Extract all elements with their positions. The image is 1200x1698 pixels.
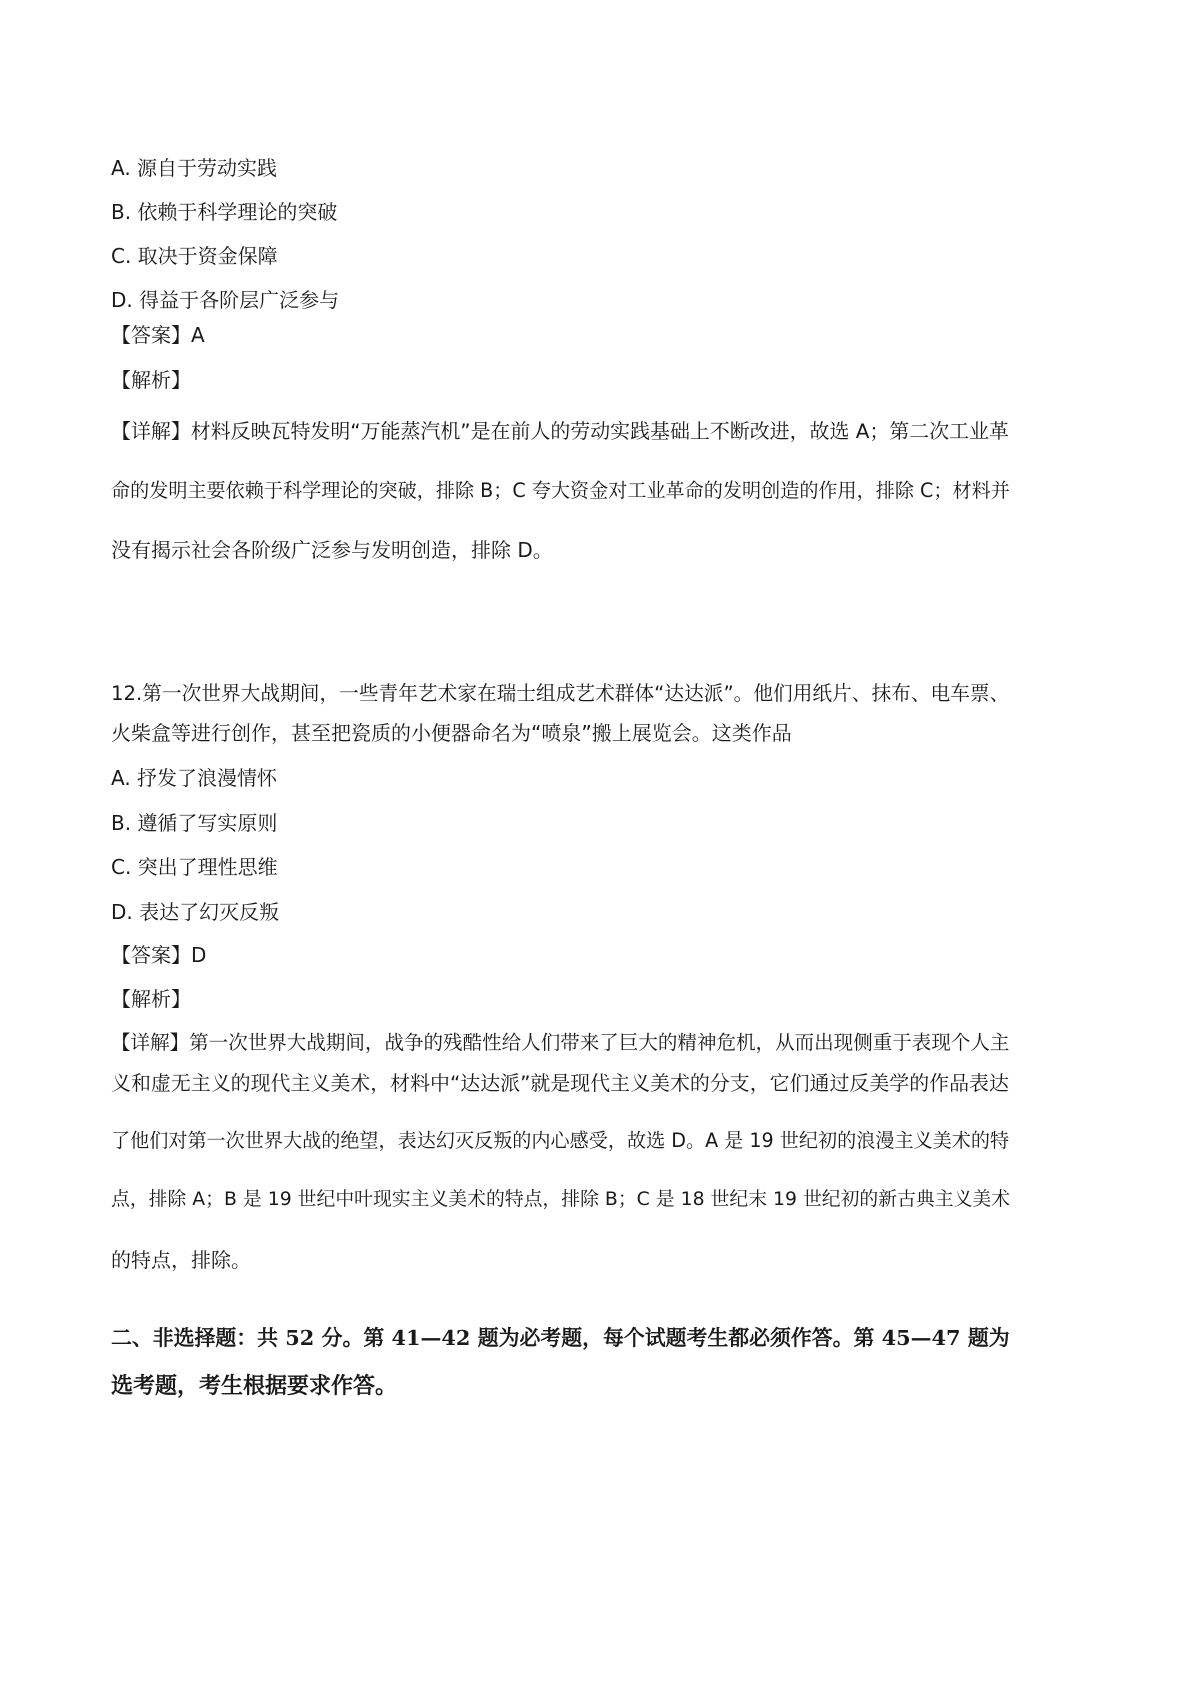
q12-analysis-label: 【解析】 <box>111 987 191 1011</box>
q11-option-a: A. 源自于劳动实践 <box>111 156 278 180</box>
q12-detail-line: 点，排除 A；B 是 19 世纪中叶现实主义美术的特点，排除 B；C 是 18 世纪末 19 世纪初的新古典主义美术 <box>111 1189 1011 1210</box>
q12-option-c: C. 突出了理性思维 <box>111 855 278 879</box>
q11-option-b: B. 依赖于科学理论的突破 <box>111 200 338 224</box>
q12-detail-line: 了他们对第一次世界大战的绝望，表达幻灭反叛的内心感受，故选 D。A 是 19 世纪初的浪漫主义美术的特 <box>111 1129 1010 1152</box>
q12-detail-line: 义和虚无主义的现代主义美术，材料中“达达派”就是现代主义美术的分支，它们通过反美学的作品表达 <box>111 1071 1009 1095</box>
q11-detail-line: 没有揭示社会各阶级广泛参与发明创造，排除 D。 <box>111 538 553 562</box>
q11-analysis-label: 【解析】 <box>111 368 191 392</box>
q11-option-c: C. 取决于资金保障 <box>111 244 278 268</box>
q12-option-b: B. 遵循了写实原则 <box>111 811 278 835</box>
q11-answer: 【答案】A <box>111 323 205 347</box>
q12-answer: 【答案】D <box>111 943 207 967</box>
q12-detail-line: 的特点，排除。 <box>111 1248 251 1272</box>
section-heading-line: 二、非选择题：共 52 分。第 41—42 题为必考题，每个试题考生都必须作答。第 45—47 题为 <box>111 1325 1010 1350</box>
q12-stem-line: 12.第一次世界大战期间，一些青年艺术家在瑞士组成艺术群体“达达派”。他们用纸片、抹布、电车票、 <box>111 682 1010 705</box>
q12-stem-line: 火柴盒等进行创作，甚至把瓷质的小便器命名为“喷泉”搬上展览会。这类作品 <box>111 721 792 745</box>
q12-option-d: D. 表达了幻灭反叛 <box>111 900 280 924</box>
q12-option-a: A. 抒发了浪漫情怀 <box>111 766 278 790</box>
q11-option-d: D. 得益于各阶层广泛参与 <box>111 288 340 312</box>
q11-detail-line: 【详解】材料反映瓦特发明“万能蒸汽机”是在前人的劳动实践基础上不断改进，故选 A；第二次工业革 <box>111 419 1009 443</box>
section-heading-line: 选考题，考生根据要求作答。 <box>111 1373 398 1399</box>
q12-detail-line: 【详解】第一次世界大战期间，战争的残酷性给人们带来了巨大的精神危机，从而出现侧重于表现个人主 <box>111 1031 1010 1054</box>
q11-detail-line: 命的发明主要依赖于科学理论的突破，排除 B；C 夸大资金对工业革命的发明创造的作用，排除 C；材料并 <box>111 479 1010 502</box>
